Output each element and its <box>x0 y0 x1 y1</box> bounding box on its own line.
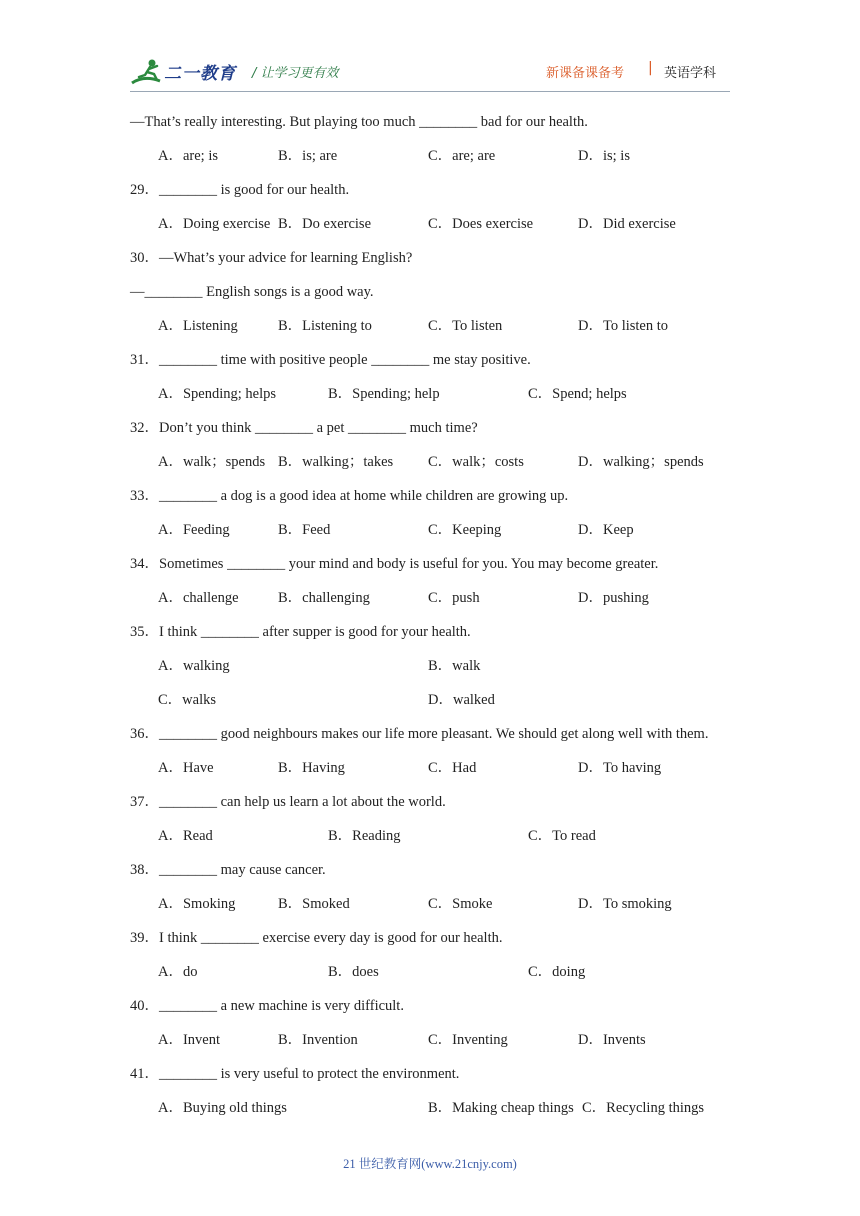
header-tag-right: 英语学科 <box>664 66 717 81</box>
answer-option: A．walking <box>158 658 230 674</box>
options-row <box>130 688 750 722</box>
answer-option: A．Feeding <box>158 522 230 538</box>
answer-option: A．do <box>158 964 198 980</box>
answer-option: C．walk；costs <box>428 454 524 470</box>
question-line: 29．________ is good for our health. <box>130 182 350 198</box>
header-tag-left: 新课备课备考 <box>546 66 625 81</box>
question-line: 40．________ a new machine is very difficult. <box>130 998 404 1014</box>
question-line: 41．________ is very useful to protect the environment. <box>130 1066 460 1082</box>
answer-option: B．challenging <box>278 590 370 606</box>
answer-option: A．walk；spends <box>158 454 266 470</box>
question-line: —That’s really interesting. But playing too much ________ bad for our health. <box>130 114 588 130</box>
answer-option: C．Inventing <box>428 1032 508 1048</box>
answer-option: C．walks <box>158 692 216 708</box>
answer-option: B．Spending; help <box>328 386 440 402</box>
options-row <box>130 1096 750 1130</box>
answer-option: B．Making cheap things <box>428 1100 574 1116</box>
answer-option: C．Had <box>428 760 477 776</box>
slogan: / 让学习更有效 <box>252 66 339 81</box>
answer-option: C．Does exercise <box>428 216 534 232</box>
answer-option: C．To read <box>528 828 596 844</box>
question-line: 35．I think ________ after supper is good for your health. <box>130 624 471 640</box>
answer-option: C．push <box>428 590 480 606</box>
answer-option: C．Smoke <box>428 896 493 912</box>
options-row <box>130 212 750 246</box>
question-line: 30．—What’s your advice for learning English? <box>130 250 413 266</box>
answer-option: B．Having <box>278 760 345 776</box>
page-footer: 21 世纪教育网(www.21cnjy.com) <box>343 1157 517 1171</box>
answer-option: D．walking；spends <box>578 454 704 470</box>
options-row <box>130 824 750 858</box>
answer-option: C．Spend; helps <box>528 386 627 402</box>
answer-option: B．Do exercise <box>278 216 372 232</box>
options-row <box>130 518 750 552</box>
answer-option: B．walk <box>428 658 481 674</box>
answer-option: A．Smoking <box>158 896 236 912</box>
answer-option: D．Keep <box>578 522 634 538</box>
question-line: 37．________ can help us learn a lot about the world. <box>130 794 446 810</box>
options-row <box>130 450 750 484</box>
answer-option: B．is; are <box>278 148 338 164</box>
answer-option: B．Listening to <box>278 318 372 334</box>
answer-option: C．Recycling things <box>582 1100 705 1116</box>
page-header <box>130 55 730 91</box>
answer-option: A．challenge <box>158 590 239 606</box>
answer-option: D．Did exercise <box>578 216 676 232</box>
options-row <box>130 382 750 416</box>
question-line: —________ English songs is a good way. <box>130 284 374 300</box>
question-line: 36．________ good neighbours makes our life more pleasant. We should get along well with them. <box>130 726 709 742</box>
answer-option: D．walked <box>428 692 495 708</box>
answer-option: D．Invents <box>578 1032 646 1048</box>
options-row <box>130 314 750 348</box>
answer-option: D．To listen to <box>578 318 669 334</box>
options-row <box>130 654 750 688</box>
question-line: 32．Don’t you think ________ a pet ________ much time? <box>130 420 478 436</box>
answer-option: A．Read <box>158 828 213 844</box>
answer-option: A．Doing exercise <box>158 216 271 232</box>
answer-option: B．does <box>328 964 379 980</box>
answer-option: A．are; is <box>158 148 218 164</box>
options-row <box>130 960 750 994</box>
question-line: 33．________ a dog is a good idea at home while children are growing up. <box>130 488 569 504</box>
answer-option: C．To listen <box>428 318 503 334</box>
options-row <box>130 756 750 790</box>
options-row <box>130 586 750 620</box>
question-list <box>130 110 750 1130</box>
answer-option: C．Keeping <box>428 522 502 538</box>
options-row <box>130 144 750 178</box>
question-line: 31．________ time with positive people ________ me stay positive. <box>130 352 531 368</box>
question-line: 38．________ may cause cancer. <box>130 862 326 878</box>
answer-option: A．Have <box>158 760 214 776</box>
answer-option: B．Feed <box>278 522 331 538</box>
answer-option: D．pushing <box>578 590 649 606</box>
answer-option: D．is; is <box>578 148 630 164</box>
answer-option: A．Listening <box>158 318 238 334</box>
answer-option: B．Smoked <box>278 896 350 912</box>
answer-option: C．are; are <box>428 148 496 164</box>
answer-option: B．walking；takes <box>278 454 394 470</box>
answer-option: A．Buying old things <box>158 1100 287 1116</box>
answer-option: B．Invention <box>278 1032 358 1048</box>
question-line: 39．I think ________ exercise every day is good for our health. <box>130 930 503 946</box>
header-divider <box>130 91 730 92</box>
answer-option: A．Spending; helps <box>158 386 277 402</box>
answer-option: D．To having <box>578 760 662 776</box>
header-separator: | <box>648 60 653 76</box>
answer-option: D．To smoking <box>578 896 672 912</box>
options-row <box>130 892 750 926</box>
answer-option: A．Invent <box>158 1032 221 1048</box>
options-row <box>130 1028 750 1062</box>
answer-option: B．Reading <box>328 828 401 844</box>
question-line: 34．Sometimes ________ your mind and body is useful for you. You may become greater. <box>130 556 659 572</box>
logo-text: 二一教育 <box>164 64 236 84</box>
answer-option: C．doing <box>528 964 586 980</box>
